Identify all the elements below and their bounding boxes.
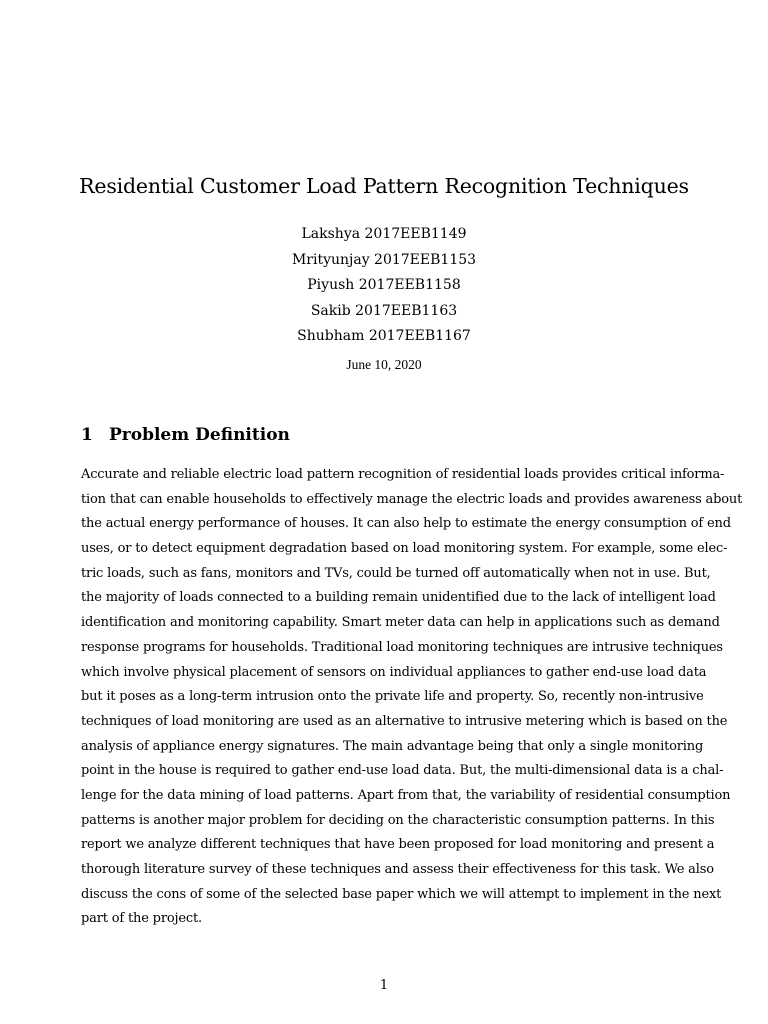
paragraph-line: thorough literature survey of these techniques and assess their effectiveness for this task. We also (81, 862, 714, 877)
paragraph-line: Accurate and reliable electric load pattern recognition of residential loads provides critical informa- (81, 467, 725, 482)
paragraph-line: tric loads, such as fans, monitors and TVs, could be turned off automatically when not in use. But, (81, 565, 711, 581)
section-number: 1 (81, 425, 93, 445)
author-name: Lakshya 2017EEB1149 (301, 226, 467, 242)
paper-date: June 10, 2020 (346, 357, 422, 372)
author-name: Mrityunjay 2017EEB1153 (291, 251, 477, 268)
section-paragraph (81, 463, 743, 932)
section-title: Problem Definition (109, 425, 290, 445)
paragraph-line: patterns is another major problem for deciding on the characteristic consumption patterns. In this (81, 812, 715, 828)
paragraph-line: lenge for the data mining of load patterns. Apart from that, the variability of residential consumption (81, 787, 731, 803)
paragraph-line: but it poses as a long-term intrusion onto the private life and property. So, recently non-intrusive (81, 689, 704, 705)
paragraph-line: response programs for households. Traditional load monitoring techniques are intrusive techniques (81, 639, 723, 655)
paragraph-line: the actual energy performance of houses. It can also help to estimate the energy consumption of end (81, 516, 731, 532)
paragraph-line: discuss the cons of some of the selected base paper which we will attempt to implement in the next (81, 886, 722, 902)
paragraph-line: tion that can enable households to effectively manage the electric loads and provides awareness about (81, 491, 743, 507)
paragraph-line: point in the house is required to gather end-use load data. But, the multi-dimensional data is a chal- (81, 763, 724, 779)
paragraph-line: techniques of load monitoring are used as an alternative to intrusive metering which is based on the (81, 713, 728, 729)
paragraph-line: uses, or to detect equipment degradation based on load monitoring system. For example, some elec- (81, 541, 728, 557)
paragraph-line: analysis of appliance energy signatures. The main advantage being that only a single monitoring (81, 738, 704, 754)
paragraph-line: which involve physical placement of sensors on individual appliances to gather end-use load data (81, 664, 707, 680)
paragraph-line: part of the project. (81, 911, 202, 927)
paragraph-line: identification and monitoring capability. Smart meter data can help in applications such as demand (81, 615, 720, 631)
paper-title: Residential Customer Load Pattern Recognition Techniques (79, 174, 689, 198)
author-list (0, 223, 768, 351)
page-number: 1 (379, 978, 389, 993)
paragraph-line: the majority of loads connected to a building remain unidentified due to the lack of intelligent load (81, 590, 716, 606)
section-heading (81, 423, 290, 447)
paragraph-line: report we analyze different techniques that have been proposed for load monitoring and present a (81, 837, 715, 853)
author-name: Shubham 2017EEB1167 (297, 328, 471, 344)
author-name: Piyush 2017EEB1158 (307, 277, 461, 293)
author-name: Sakib 2017EEB1163 (310, 302, 458, 319)
